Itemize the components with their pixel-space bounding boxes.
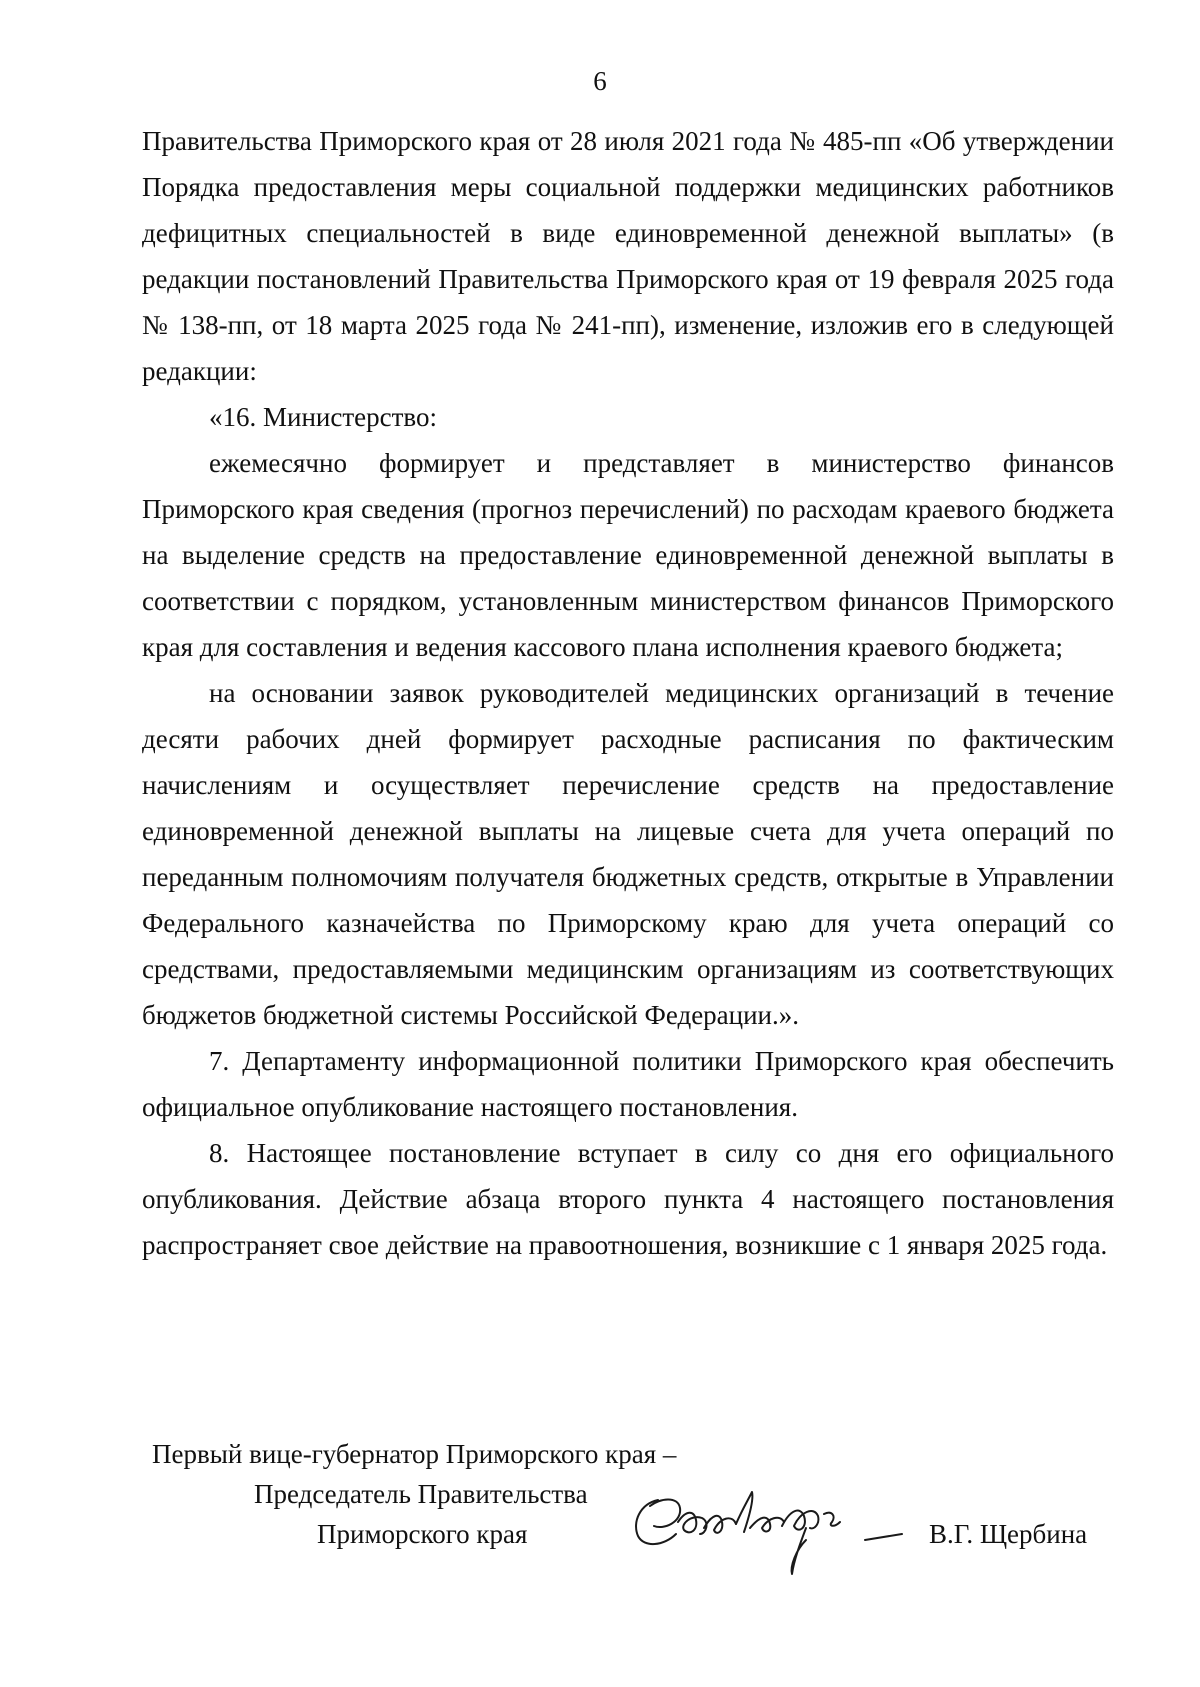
page-number: 6 xyxy=(593,66,607,96)
paragraph-item-8: 8. Настоящее постановление вступает в силу со дня его официального опубликования. Действие абзаца второго пункта 4 настоящего постановления распространяет свое действие на правоотношения, возникшие с 1 января 2025 года. xyxy=(142,1138,1114,1260)
signer-position-line-3: Приморского края xyxy=(317,1519,528,1549)
signer-position-line-1: Первый вице-губернатор Приморского края – xyxy=(152,1439,677,1469)
handwritten-signature xyxy=(620,1470,910,1580)
document-body xyxy=(142,118,1114,1268)
paragraph-monthly-report: ежемесячно формирует и представляет в министерство финансов Приморского края сведения (прогноз перечислений) по расходам краевого бюджета на выделение средств на предоставление единовременной денежной выплаты в соответствии с порядком, установленным министерством финансов Приморского края для составления и ведения кассового плана исполнения краевого бюджета; xyxy=(142,448,1114,662)
paragraph-item-7: 7. Департаменту информационной политики Приморского края обеспечить официальное опубликование настоящего постановления. xyxy=(142,1046,1114,1122)
signer-position-line-2: Председатель Правительства xyxy=(254,1479,588,1509)
signer-name: В.Г. Щербина xyxy=(929,1519,1088,1549)
paragraph-applications: на основании заявок руководителей медицинских организаций в течение десяти рабочих дней формирует расходные расписания по фактическим начислениям и осуществляет перечисление средств на предоставление единовременной денежной выплаты на лицевые счета для учета операций по переданным полномочиям получателя бюджетных средств, открытые в Управлении Федерального казначейства по Приморскому краю для учета операций со средствами, предоставляемыми медицинским организациям из соответствующих бюджетов бюджетной системы Российской Федерации.». xyxy=(142,678,1114,1030)
paragraph-continuation: Правительства Приморского края от 28 июля 2021 года № 485-пп «Об утверждении Порядка предоставления меры социальной поддержки медицинских работников дефицитных специальностей в виде единовременной денежной выплаты» (в редакции постановлений Правительства Приморского края от 19 февраля 2025 года № 138-пп, от 18 марта 2025 года № 241-пп), изменение, изложив его в следующей редакции: xyxy=(142,126,1114,386)
paragraph-item-16-heading: «16. Министерство: xyxy=(209,402,437,432)
